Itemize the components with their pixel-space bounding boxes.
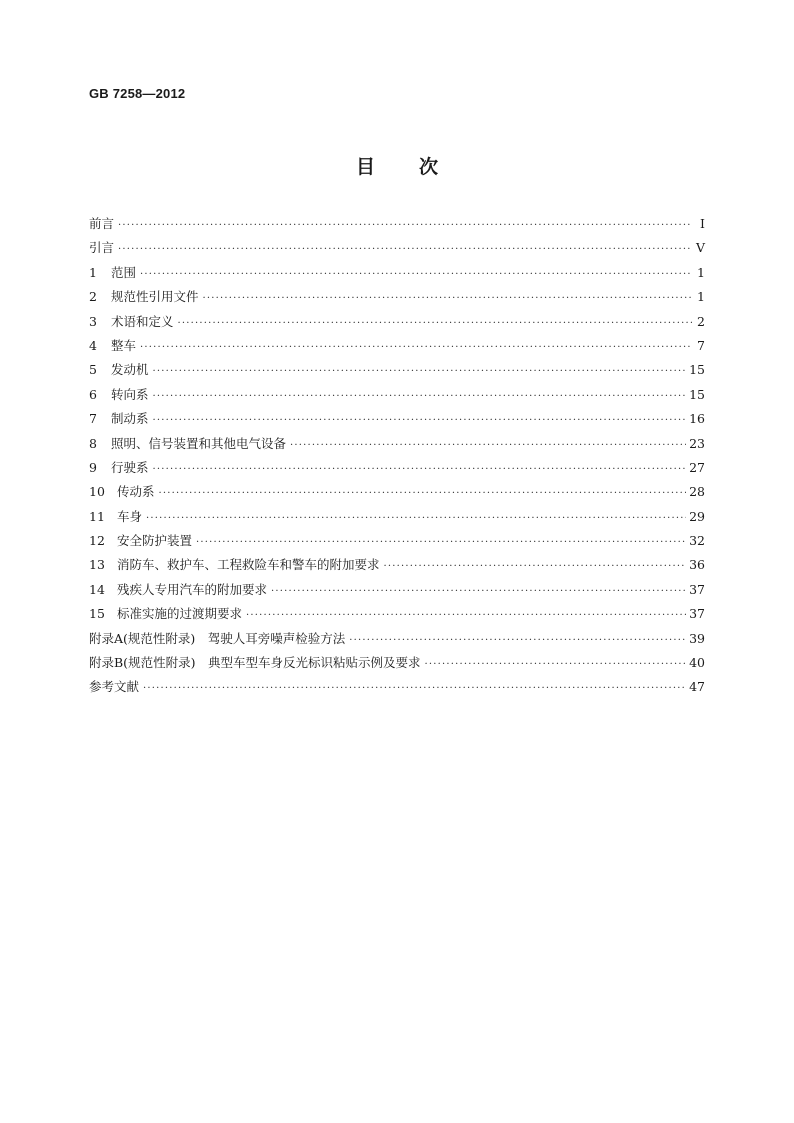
toc-entry[interactable] — [89, 336, 705, 360]
table-of-contents — [89, 214, 705, 702]
toc-entry-number: 1 — [89, 264, 97, 280]
toc-entry-page: 47 — [689, 679, 705, 695]
toc-entry-label: 引言 — [89, 240, 115, 256]
toc-entry[interactable] — [89, 629, 705, 653]
toc-entry-label: 照明、信号装置和其他电气设备 — [111, 435, 287, 451]
toc-leader-dots — [246, 610, 686, 621]
toc-entry-label: 规范性引用文件 — [111, 289, 199, 305]
toc-entry-label: 车身 — [117, 508, 143, 524]
toc-entry[interactable] — [89, 677, 705, 701]
toc-entry-page: 2 — [697, 313, 705, 329]
toc-entry-label: 术语和定义 — [111, 313, 174, 329]
toc-entry-page: 40 — [689, 655, 705, 671]
toc-entry-page: 7 — [697, 337, 705, 353]
toc-entry-page: 1 — [697, 289, 705, 305]
toc-entry-label: 消防车、救护车、工程救险车和警车的附加要求 — [117, 557, 380, 573]
toc-entry-label: 附录A(规范性附录) 驾驶人耳旁噪声检验方法 — [89, 630, 346, 646]
toc-entry-label: 行驶系 — [111, 459, 149, 475]
toc-entry[interactable] — [89, 604, 705, 628]
toc-entry-number: 9 — [89, 459, 97, 475]
toc-entry-number: 15 — [89, 606, 105, 622]
toc-entry[interactable] — [89, 653, 705, 677]
toc-leader-dots — [143, 683, 686, 694]
toc-entry[interactable] — [89, 385, 705, 409]
toc-entry[interactable] — [89, 263, 705, 287]
toc-entry-page: 32 — [689, 533, 705, 549]
toc-entry-number: 12 — [89, 533, 105, 549]
toc-leader-dots — [271, 586, 686, 597]
toc-entry-label: 前言 — [89, 216, 115, 231]
toc-entry-page: 15 — [689, 386, 705, 402]
toc-entry-number: 7 — [89, 411, 97, 427]
toc-entry-page: 1 — [697, 264, 705, 280]
toc-entry-page: 39 — [689, 630, 705, 646]
toc-entry-page: 16 — [689, 411, 705, 427]
toc-entry-label: 传动系 — [117, 484, 155, 500]
toc-leader-dots — [153, 464, 687, 475]
toc-entry-label: 制动系 — [111, 411, 149, 427]
toc-entry-page: 23 — [689, 435, 705, 451]
toc-entry-label: 整车 — [111, 337, 137, 353]
toc-entry[interactable] — [89, 482, 705, 506]
toc-leader-dots — [146, 513, 686, 524]
toc-entry-number: 6 — [89, 386, 97, 402]
toc-entry-number: 5 — [89, 362, 97, 378]
toc-entry-page: 37 — [689, 606, 705, 622]
toc-entry-number: 8 — [89, 435, 97, 451]
toc-leader-dots — [384, 561, 687, 572]
toc-entry-page: 36 — [689, 557, 705, 573]
toc-leader-dots — [140, 269, 692, 280]
toc-leader-dots — [153, 366, 687, 377]
toc-entry-number: 4 — [89, 337, 97, 353]
toc-entry-page: Ⅴ — [695, 240, 705, 256]
toc-leader-dots — [140, 342, 692, 353]
toc-entry-number: 2 — [89, 289, 97, 305]
toc-leader-dots — [153, 391, 687, 402]
toc-leader-dots — [196, 537, 686, 548]
toc-leader-dots — [118, 244, 692, 255]
toc-entry[interactable] — [89, 555, 705, 579]
toc-entry-label: 转向系 — [111, 386, 149, 402]
toc-leader-dots — [349, 635, 686, 646]
toc-entry[interactable] — [89, 434, 705, 458]
toc-entry[interactable] — [89, 214, 705, 238]
toc-entry-number: 10 — [89, 484, 105, 500]
toc-entry-number: 13 — [89, 557, 105, 573]
toc-entry-label: 残疾人专用汽车的附加要求 — [117, 581, 268, 597]
toc-entry-page: 29 — [689, 508, 705, 524]
toc-entry-label: 附录B(规范性附录) 典型车型车身反光标识粘贴示例及要求 — [89, 655, 421, 671]
toc-entry[interactable] — [89, 409, 705, 433]
toc-leader-dots — [203, 293, 692, 304]
toc-entry-page: 27 — [689, 459, 705, 475]
toc-leader-dots — [118, 220, 692, 231]
toc-entry-page: 37 — [689, 581, 705, 597]
toc-entry[interactable] — [89, 458, 705, 482]
toc-leader-dots — [153, 415, 687, 426]
toc-entry[interactable] — [89, 238, 705, 262]
toc-entry-number: 14 — [89, 581, 105, 597]
toc-entry[interactable] — [89, 580, 705, 604]
toc-entry-label: 标准实施的过渡期要求 — [117, 606, 243, 622]
toc-entry[interactable] — [89, 360, 705, 384]
document-code: GB 7258—2012 — [89, 86, 186, 101]
toc-entry-number: 11 — [89, 508, 105, 524]
toc-entry-page: Ⅰ — [700, 216, 705, 231]
toc-entry[interactable] — [89, 531, 705, 555]
toc-entry[interactable] — [89, 312, 705, 336]
toc-entry[interactable] — [89, 507, 705, 531]
page-title: 目次 — [355, 156, 482, 178]
toc-leader-dots — [178, 318, 692, 329]
toc-entry-page: 15 — [689, 362, 705, 378]
toc-entry-label: 发动机 — [111, 362, 149, 378]
toc-entry-page: 28 — [689, 484, 705, 500]
toc-leader-dots — [290, 440, 686, 451]
toc-entry-number: 3 — [89, 313, 97, 329]
toc-entry[interactable] — [89, 287, 705, 311]
toc-entry-label: 范围 — [111, 264, 137, 280]
toc-entry-label: 参考文献 — [89, 679, 140, 695]
toc-leader-dots — [424, 659, 686, 670]
toc-leader-dots — [159, 488, 687, 499]
toc-entry-label: 安全防护装置 — [117, 533, 193, 549]
